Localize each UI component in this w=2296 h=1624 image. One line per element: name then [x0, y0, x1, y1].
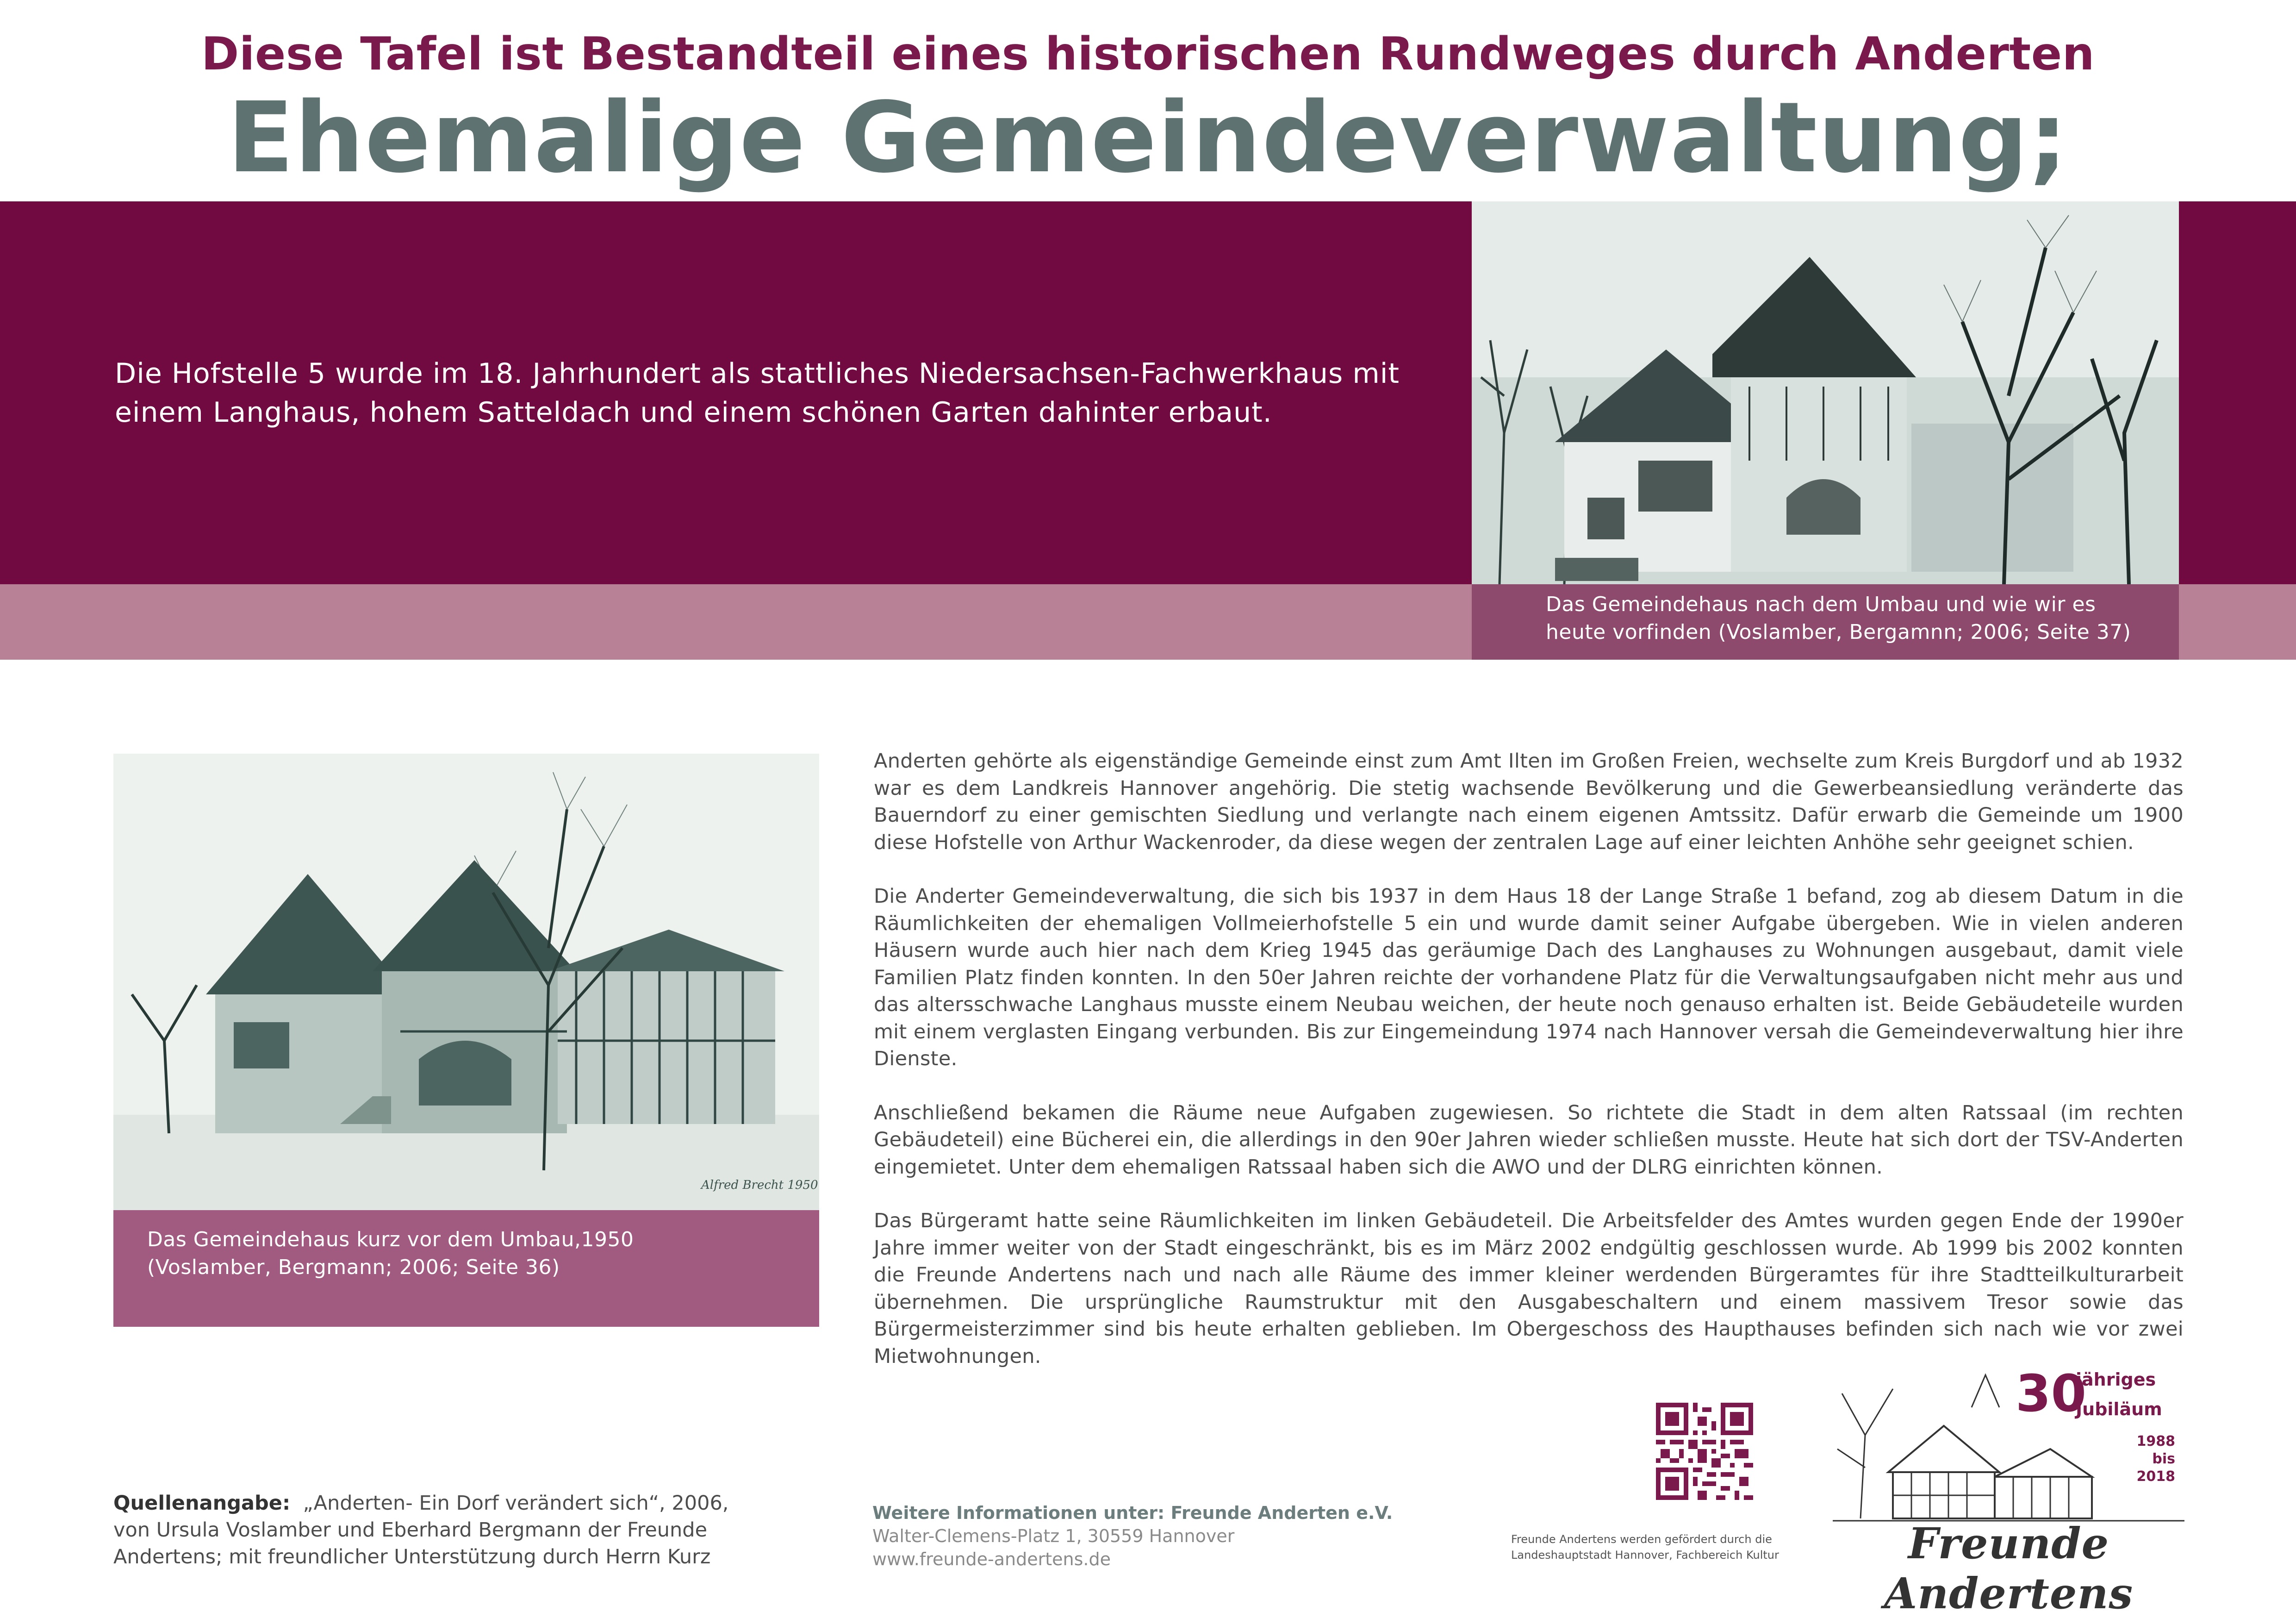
sources-line: Andertens; mit freundlicher Unterstützung durch Herrn Kurz: [113, 1545, 711, 1568]
sources-text: „Anderten- Ein Dorf verändert sich“, 2006,: [303, 1492, 729, 1515]
building-sketch-1950: [113, 754, 819, 1210]
caption-line: Das Gemeindehaus kurz vor dem Umbau,1950: [147, 1228, 634, 1251]
photo-left-caption: [147, 1226, 804, 1281]
funding-line: Freunde Andertens werden gefördert durch die: [1511, 1533, 1772, 1546]
more-info: [872, 1501, 1474, 1571]
logo-wordmark: Freunde Andertens: [1884, 1518, 2134, 1618]
panel-subtitle: Diese Tafel ist Bestandteil eines historischen Rundweges durch Anderten: [201, 28, 2095, 81]
funding-note: [1511, 1531, 1835, 1563]
intro-text: Die Hofstelle 5 wurde im 18. Jahrhundert als stattliches Niedersachsen-Fachwerkhaus mit einem Langhaus, hohem Satteldach und einem schönen Garten dahinter erbaut.: [115, 357, 1400, 429]
caption-line: (Voslamber, Bergmann; 2006; Seite 36): [147, 1255, 560, 1279]
photo-top-caption: [1546, 591, 2175, 646]
sources-line: [113, 1490, 789, 1517]
building-photo-modern: [1472, 201, 2179, 584]
year-to: 2018: [2136, 1468, 2175, 1485]
body-paragraph: Anderten gehörte als eigenständige Gemeinde einst zum Amt Ilten im Großen Freien, wechselte zum Kreis Burgdorf und ab 1932 war es dem Landkreis Hannover angehörig. Die stetig wachsende Bevölkerung und die Gewerbeansiedlung veränderte das Bauerndorf zu einer gemischten Siedlung und verlangte nach einem eigenen Amtssitz. Dafür erwarb die Gemeinde um 1900 diese Hofstelle von Arthur Wackenroder, da diese wegen der zentralen Lage auf einer leichten Anhöhe sehr geeignet schien.: [874, 750, 2184, 854]
qr-code[interactable]: [1656, 1403, 1753, 1500]
body-paragraph: Die Anderter Gemeindeverwaltung, die sich bis 1937 in dem Haus 18 der Lange Straße 1 befand, zog ab diesem Datum in die Räumlichkeiten der ehemaligen Vollmeierhofstelle 5 ein und wurde damit seiner Aufgabe übergeben. Wie in vielen anderen Häusern wurde auch hier nach dem Krieg 1945 das geräumige Dach des Langhauses zu Wohnungen ausgebaut, damit viele Familien Platz finden konnten. In den 50er Jahren reichte der vorhandene Platz für die Verwaltungsaufgaben nicht mehr aus und das altersschwache Langhaus musste einem Neubau weichen, der heute noch genauso erhalten ist. Beide Gebäudeteile wurden mit einem verglasten Eingang verbunden. Bis zur Eingemeindung 1974 nach Hannover versah die Gemeindeverwaltung hier ihre Dienste.: [874, 885, 2184, 1070]
page-title: Ehemalige Gemeindeverwaltung;: [227, 81, 2069, 194]
anniversary-word: Jubiläum: [2076, 1399, 2162, 1419]
funding-line: Landeshauptstadt Hannover, Fachbereich Kultur: [1511, 1549, 1779, 1562]
body-text: [874, 748, 2184, 1397]
sources-label: Quellenangabe:: [113, 1492, 291, 1515]
sources-line: von Ursula Voslamber und Eberhard Bergmann der Freunde: [113, 1518, 708, 1542]
caption-line: heute vorfinden (Voslamber, Bergamnn; 2006; Seite 37): [1546, 620, 2131, 644]
sources: [113, 1490, 789, 1570]
website-link[interactable]: www.freunde-andertens.de: [872, 1549, 1111, 1569]
year-from: 1988: [2136, 1433, 2175, 1449]
anniversary-number: 30: [2016, 1364, 2087, 1423]
anniversary-word: jähriges: [2076, 1369, 2156, 1390]
year-bis: bis: [2152, 1451, 2175, 1467]
more-info-heading: Weitere Informationen unter: Freunde Anderten e.V.: [872, 1503, 1393, 1523]
sketch-signature: Alfred Brecht 1950: [701, 1178, 818, 1192]
anniversary-years: [2129, 1433, 2175, 1486]
caption-line: Das Gemeindehaus nach dem Umbau und wie wir es: [1546, 593, 2096, 616]
body-paragraph: Anschließend bekamen die Räume neue Aufgaben zugewiesen. So richtete die Stadt in dem alten Ratssaal (im rechten Gebäudeteil) eine Bücherei ein, die allerdings in den 90er Jahren wieder schließen musste. Heute hat sich dort der TSV-Anderten eingemietet. Unter dem ehemaligen Ratssaal haben sich die AWO und der DLRG einrichten können.: [874, 1101, 2184, 1179]
body-paragraph: Das Bürgeramt hatte seine Räumlichkeiten im linken Gebäudeteil. Die Arbeitsfelder des Amtes wurden gegen Ende der 1990er Jahre immer weiter von der Stadt eingeschränkt, bis es im März 2002 endgültig geschlossen wurde. Ab 1999 bis 2002 konnten die Freunde Andertens nach und nach alle Räume des immer kleiner werdenden Bürgeramtes für ihre Stadtteilkulturarbeit übernehmen. Die ursprüngliche Raumstruktur mit den Ausgabeschaltern und einem massivem Tresor sowie das Bürgermeisterzimmer sind bis heute erhalten geblieben. Im Obergeschoss des Haupthauses befinden sich nach wie vor zwei Mietwohnungen.: [874, 1209, 2184, 1368]
address: Walter-Clemens-Platz 1, 30559 Hannover: [872, 1526, 1235, 1546]
